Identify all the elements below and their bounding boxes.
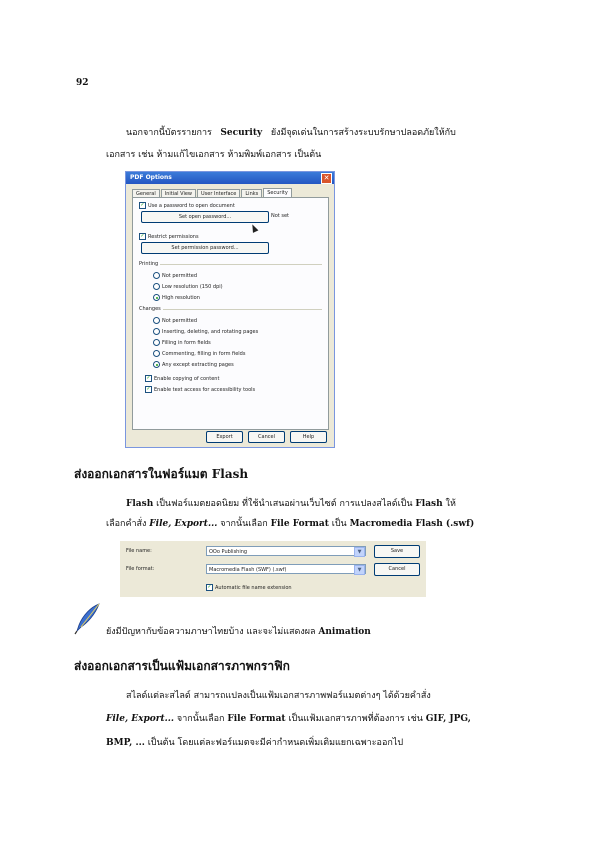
restrict-permissions-label: Restrict permissions bbox=[148, 233, 199, 240]
file-name-value: OOo Publishing bbox=[209, 549, 248, 555]
radio-icon[interactable] bbox=[153, 350, 160, 357]
radio-icon[interactable] bbox=[153, 317, 160, 324]
flash-text: เป็นฟอร์แมตยอดนิยม ที่ใช้นำเสนอผ่านเว็บไซต์ การแปลงสไลด์เป็น bbox=[156, 499, 413, 509]
graphic-text: เป็นแฟ้มเอกสารภาพที่ต้องการ เช่น bbox=[288, 714, 423, 724]
menu-path: File, Export... bbox=[149, 519, 218, 529]
format-list: BMP, ... bbox=[106, 738, 145, 748]
file-name-label: File name: bbox=[126, 548, 152, 554]
printing-option[interactable] bbox=[153, 294, 200, 301]
file-format-select[interactable] bbox=[206, 564, 366, 574]
flash-keyword: Flash bbox=[415, 499, 443, 509]
option-label: Not permitted bbox=[162, 317, 197, 324]
flash-section-heading: ส่งออกเอกสารในฟอร์แมต Flash bbox=[74, 467, 249, 481]
tab-initial-view[interactable]: Initial View bbox=[161, 189, 196, 198]
checkbox-icon[interactable]: ✓ bbox=[207, 584, 212, 590]
quill-pen-icon bbox=[73, 603, 101, 635]
option-label: Any except extracting pages bbox=[162, 361, 234, 368]
cancel-button[interactable]: Cancel bbox=[248, 431, 285, 443]
option-label: Inserting, deleting, and rotating pages bbox=[162, 328, 259, 335]
tab-security[interactable]: Security bbox=[263, 188, 292, 198]
tab-links[interactable]: Links bbox=[241, 189, 262, 198]
changes-option[interactable] bbox=[153, 339, 211, 346]
intro-text: ยังมีจุดเด่นในการสร้างระบบรักษาปลอดภัยให้กับ bbox=[270, 128, 456, 138]
close-icon[interactable]: ✕ bbox=[321, 173, 332, 184]
auto-extension-label: Automatic file name extension bbox=[215, 584, 292, 591]
tab-user-interface[interactable]: User Interface bbox=[197, 189, 240, 198]
changes-option[interactable] bbox=[153, 361, 234, 368]
changes-option[interactable] bbox=[153, 350, 245, 357]
file-name-field[interactable] bbox=[206, 546, 366, 556]
file-format-keyword: File Format bbox=[227, 714, 286, 724]
radio-icon[interactable] bbox=[153, 339, 160, 346]
cancel-button[interactable]: Cancel bbox=[374, 563, 420, 576]
pdf-options-dialog bbox=[125, 171, 335, 448]
graphic-text: เป็นต้น โดยแต่ละฟอร์แมตจะมีค่ากำหนดเพิ่มเติมแยกเฉพาะออกไป bbox=[147, 738, 404, 748]
export-button[interactable]: Export bbox=[206, 431, 243, 443]
copy-content-option[interactable] bbox=[145, 375, 219, 382]
graphic-para-line-2 bbox=[106, 711, 471, 727]
macromedia-keyword: Macromedia Flash (.swf) bbox=[349, 519, 475, 529]
flash-para-line-1 bbox=[126, 496, 456, 512]
option-label: Enable copying of content bbox=[154, 375, 220, 382]
dialog-titlebar bbox=[126, 172, 334, 184]
option-label: Filling in form fields bbox=[162, 339, 211, 346]
printing-option[interactable] bbox=[153, 272, 197, 279]
set-permission-password-button[interactable]: Set permission password... bbox=[141, 242, 269, 254]
dialog-title: PDF Options bbox=[130, 174, 172, 181]
note-text bbox=[106, 624, 371, 640]
chevron-down-icon[interactable]: ▼ bbox=[354, 547, 365, 557]
note-thai: ยังมีปัญหากับข้อความภาษาไทยบ้าง และจะไม่แสดงผล bbox=[106, 627, 316, 637]
open-password-label: Use a password to open document bbox=[148, 202, 235, 209]
printing-option[interactable] bbox=[153, 283, 223, 290]
auto-extension-option[interactable] bbox=[206, 584, 292, 591]
tab-general[interactable]: General bbox=[132, 189, 160, 198]
file-format-label: File format: bbox=[126, 566, 155, 572]
option-label: Low resolution (150 dpi) bbox=[162, 283, 223, 290]
graphic-para-line-3 bbox=[106, 735, 403, 751]
chevron-down-icon[interactable]: ▼ bbox=[354, 565, 365, 575]
checkbox-icon[interactable]: ✓ bbox=[146, 375, 151, 381]
file-format-value: Macromedia Flash (SWF) (.swf) bbox=[209, 567, 287, 573]
radio-selected-icon[interactable] bbox=[153, 294, 160, 301]
option-label: High resolution bbox=[162, 294, 200, 301]
printing-group bbox=[139, 261, 322, 267]
option-label: Enable text access for accessibility tools bbox=[154, 386, 256, 393]
printing-label: Printing bbox=[139, 261, 159, 267]
option-label: Commenting, filling in form fields bbox=[162, 350, 246, 357]
intro-line-2: เอกสาร เช่น ห้ามแก้ไขเอกสาร ห้ามพิมพ์เอกสาร เป็นต้น bbox=[106, 150, 322, 160]
flash-text: เป็น bbox=[331, 519, 347, 529]
changes-label: Changes bbox=[139, 306, 161, 312]
changes-option[interactable] bbox=[153, 328, 258, 335]
flash-keyword: Flash bbox=[126, 499, 154, 509]
changes-group bbox=[139, 306, 322, 312]
graphic-para-line-1: สไลด์แต่ละสไลด์ สามารถแปลงเป็นแฟ้มเอกสารภาพฟอร์แมตต่างๆ ได้ด้วยคำสั่ง bbox=[126, 691, 431, 701]
radio-icon[interactable] bbox=[153, 283, 160, 290]
open-password-status: Not set bbox=[271, 213, 289, 219]
export-file-dialog bbox=[120, 541, 426, 597]
security-keyword: Security bbox=[220, 128, 263, 138]
menu-path: File, Export... bbox=[106, 714, 175, 724]
flash-para-line-2 bbox=[106, 516, 474, 532]
file-format-keyword: File Format bbox=[270, 519, 329, 529]
radio-icon[interactable] bbox=[153, 328, 160, 335]
flash-text: เลือกคำสั่ง bbox=[106, 519, 147, 529]
radio-icon[interactable] bbox=[153, 272, 160, 279]
accessibility-option[interactable] bbox=[145, 386, 255, 393]
checkbox-icon[interactable]: ✓ bbox=[140, 233, 145, 239]
restrict-permissions-option[interactable] bbox=[139, 233, 199, 240]
page-number: 92 bbox=[76, 78, 89, 88]
open-password-option[interactable] bbox=[139, 202, 235, 209]
radio-selected-icon[interactable] bbox=[153, 361, 160, 368]
graphic-text: จากนั้นเลือก bbox=[176, 714, 225, 724]
checkbox-icon[interactable]: ✓ bbox=[146, 386, 151, 392]
format-list: GIF, JPG, bbox=[425, 714, 471, 724]
security-panel bbox=[132, 197, 329, 430]
option-label: Not permitted bbox=[162, 272, 197, 279]
set-open-password-button[interactable]: Set open password... bbox=[141, 211, 269, 223]
help-button[interactable]: Help bbox=[290, 431, 327, 443]
graphic-section-heading: ส่งออกเอกสารเป็นแฟ้มเอกสารภาพกราฟิก bbox=[74, 659, 290, 673]
flash-text: จากนั้นเลือก bbox=[220, 519, 268, 529]
intro-text: นอกจากนี้บัตรรายการ bbox=[126, 128, 212, 138]
changes-option[interactable] bbox=[153, 317, 197, 324]
animation-keyword: Animation bbox=[318, 627, 371, 637]
checkbox-icon[interactable]: ✓ bbox=[140, 202, 145, 208]
flash-text: ให้ bbox=[445, 499, 456, 509]
save-button[interactable]: Save bbox=[374, 545, 420, 558]
intro-line-1 bbox=[126, 125, 456, 141]
